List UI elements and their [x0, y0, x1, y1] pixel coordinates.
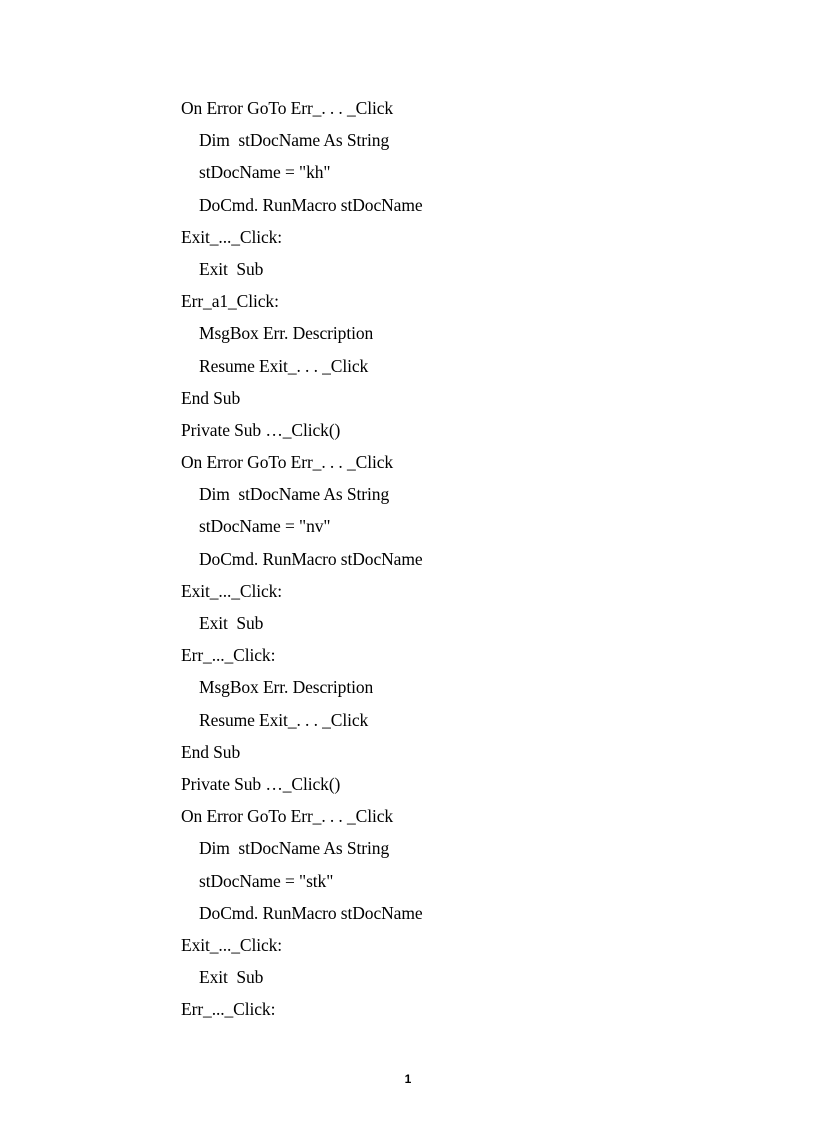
code-line: Exit Sub — [199, 258, 264, 279]
code-line: Err_a1_Click: — [181, 291, 279, 312]
code-line: Exit_..._Click: — [181, 580, 283, 601]
code-line: On Error GoTo Err_. . . _Click — [181, 98, 394, 118]
code-line: Dim stDocName As String — [199, 484, 390, 505]
code-line: Err_..._Click: — [181, 645, 276, 666]
code-line: stDocName = "stk" — [199, 870, 334, 891]
code-line: Private Sub …_Click() — [181, 773, 341, 794]
page-number: 1 — [404, 1072, 412, 1086]
code-line: Exit Sub — [199, 967, 264, 988]
code-line: MsgBox Err. Description — [199, 323, 374, 344]
code-line: Resume Exit_. . . _Click — [199, 355, 369, 376]
code-line: Err_..._Click: — [181, 999, 276, 1020]
code-line: Exit Sub — [199, 613, 264, 633]
code-block — [181, 95, 423, 1028]
code-line: On Error GoTo Err_. . . _Click — [181, 452, 394, 473]
code-line: stDocName = "nv" — [199, 516, 331, 537]
code-line: End Sub — [181, 387, 241, 408]
code-line: stDocName = "kh" — [199, 162, 331, 183]
code-line: DoCmd. RunMacro stDocName — [199, 902, 423, 923]
code-line: End Sub — [181, 741, 241, 762]
code-line: Exit_..._Click: — [181, 226, 283, 247]
code-line: DoCmd. RunMacro stDocName — [199, 548, 423, 569]
code-line: DoCmd. RunMacro stDocName — [199, 194, 423, 215]
code-line: Dim stDocName As String — [199, 130, 390, 151]
code-line: MsgBox Err. Description — [199, 677, 374, 698]
code-line: On Error GoTo Err_. . . _Click — [181, 806, 394, 827]
code-line: Resume Exit_. . . _Click — [199, 709, 369, 730]
code-line: Dim stDocName As String — [199, 838, 390, 859]
code-line: Private Sub …_Click() — [181, 419, 341, 440]
code-line: Exit_..._Click: — [181, 934, 283, 955]
